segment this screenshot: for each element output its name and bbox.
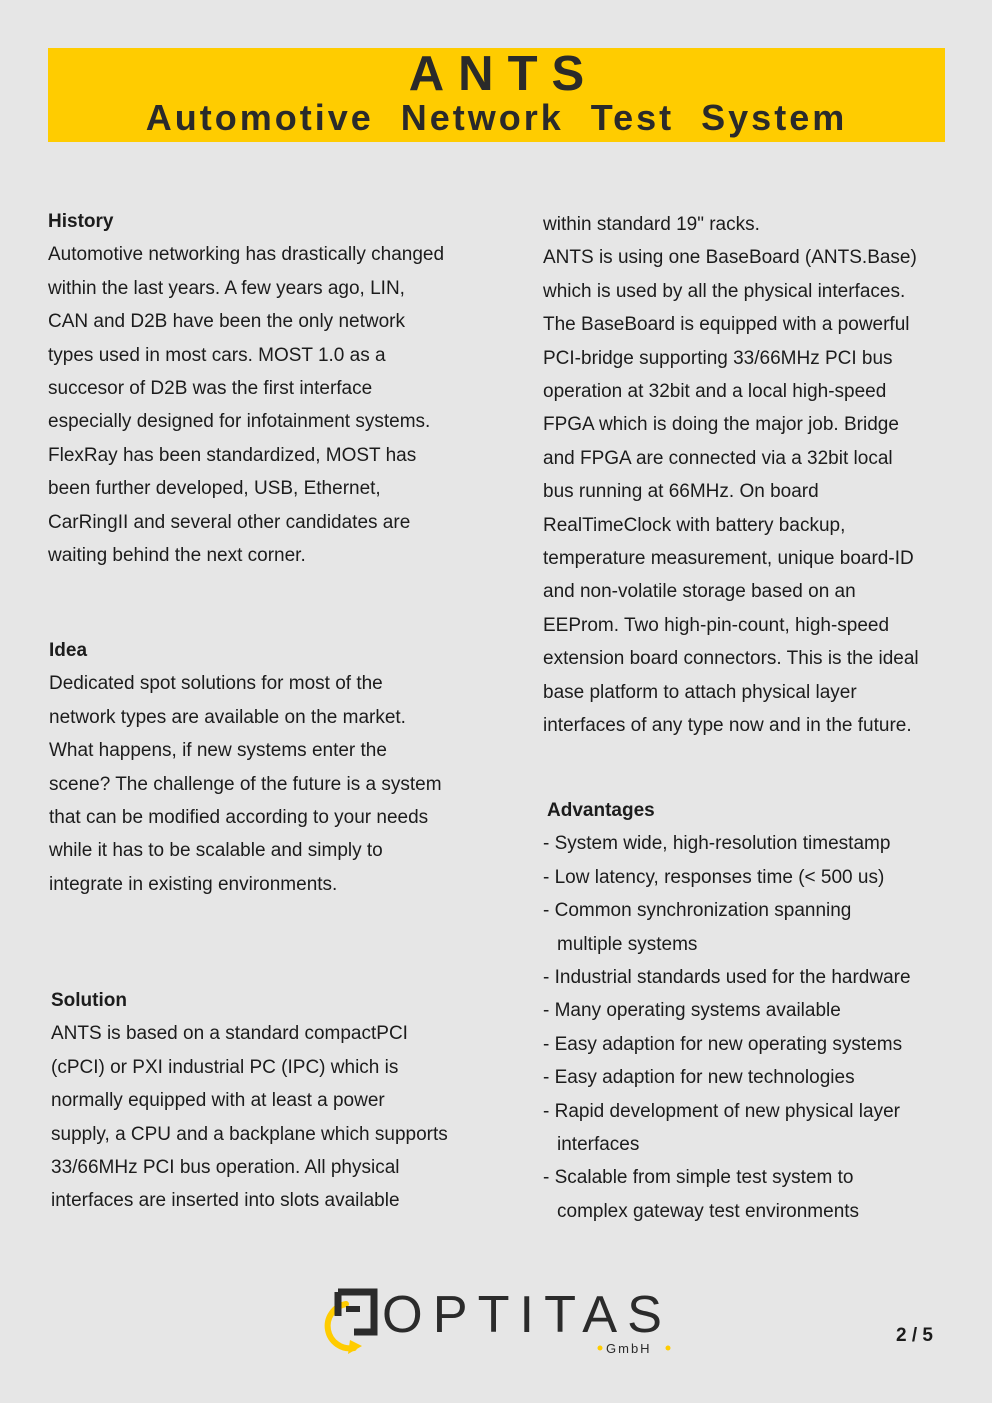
- solution-continuation-text: within standard 19" racks. ANTS is using one BaseBoard (ANTS.Base) which is used by all the physical interfaces. The BaseBoard is equipped with a powerful PCI-bridge supporting 33/66MHz PCI bus operation at 32bit and a local high-speed FPGA which is doing the major job. Bridge and FPGA are connected via a 32bit local bus running at 66MHz. On board RealTimeClock with battery backup, temperature measurement, unique board-ID and non-volatile storage based on an EEProm. Two high-pin-count, high-speed extension board connectors. This is the ideal base platform to attach physical layer interfaces of any type now and in the future.: [543, 214, 919, 737]
- advantage-item: - Common synchronization spanning multiple systems: [543, 900, 852, 955]
- advantage-item: - Low latency, responses time (< 500 us): [543, 866, 885, 888]
- solution-heading: Solution: [51, 990, 127, 1011]
- advantages-list: [543, 827, 943, 1228]
- advantage-item: - Easy adaption for new operating systems: [543, 1033, 903, 1055]
- title-banner: [48, 48, 945, 142]
- right-column-text: [543, 208, 963, 743]
- history-heading: History: [48, 211, 114, 232]
- solution-section: [51, 984, 491, 1218]
- optitas-logo: [318, 1282, 678, 1362]
- left-column: [48, 205, 488, 572]
- logo-subtitle: GmbH: [606, 1341, 652, 1356]
- advantage-item: - Many operating systems available: [543, 1000, 841, 1022]
- advantage-item: - System wide, high-resolution timestamp: [543, 833, 891, 855]
- advantage-item: - Easy adaption for new technologies: [543, 1067, 855, 1089]
- page-number: 2 / 5: [896, 1325, 933, 1346]
- advantage-item: - Rapid development of new physical layer interfaces: [543, 1100, 900, 1156]
- advantages-heading: Advantages: [547, 800, 655, 821]
- advantage-item: - Scalable from simple test system to complex gateway test environments: [543, 1167, 860, 1222]
- idea-section: [49, 634, 489, 901]
- solution-text: ANTS is based on a standard compactPCI (cPCI) or PXI industrial PC (IPC) which is normally equipped with at least a power supply, a CPU and a backplane which supports 33/66MHz PCI bus operation. All physical interfaces are inserted into slots available: [51, 1023, 448, 1212]
- logo-wordmark: OPTITAS: [382, 1286, 672, 1344]
- advantage-item: - Industrial standards used for the hardware: [543, 967, 911, 989]
- document-title: ANTS: [408, 47, 599, 101]
- document-subtitle: Automotive Network Test System: [145, 97, 848, 138]
- idea-text: Dedicated spot solutions for most of the network types are available on the market. What happens, if new systems enter the scene? The challenge of the future is a system that can be modified according to your needs while it has to be scalable and simply to integrate in existing environments.: [49, 673, 442, 895]
- history-text: Automotive networking has drastically changed within the last years. A few years ago, LIN, CAN and D2B have been the only network types used in most cars. MOST 1.0 as a succesor of D2B was the first interface especially designed for infotainment systems. FlexRay has been standardized, MOST has been further developed, USB, Ethernet, CarRingII and several other candidates are waiting behind the next corner.: [48, 244, 445, 567]
- idea-heading: Idea: [49, 640, 88, 661]
- advantages-section: [543, 794, 943, 1228]
